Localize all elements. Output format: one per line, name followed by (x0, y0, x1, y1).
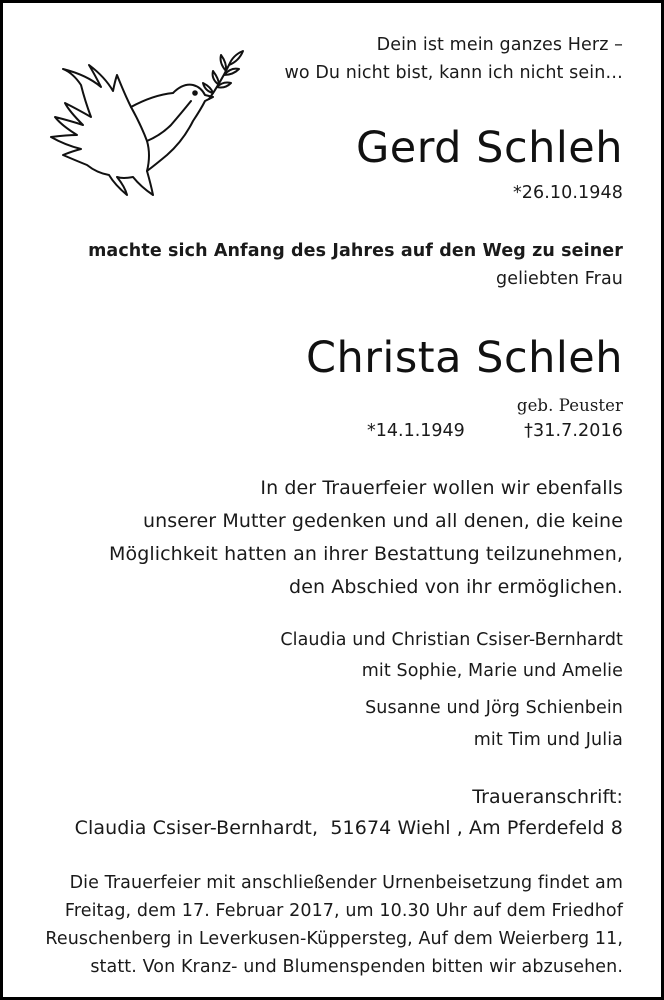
memorial-text-line-3: Möglichkeit hatten an ihrer Bestattung teilzunehmen, (108, 543, 623, 565)
wife-death-date: †31.7.2016 (524, 421, 623, 441)
address-value: Claudia Csiser-Bernhardt, 51674 Wiehl , Am Pferdefeld 8 (74, 817, 623, 839)
memorial-text-line-2: unserer Mutter gedenken und all denen, die keine (142, 510, 623, 532)
wife-maiden-name: geb. Peuster (516, 396, 623, 415)
funeral-info-line-4: statt. Von Kranz- und Blumenspenden bitten wir abzusehen. (90, 957, 623, 977)
deceased-birth-date: *26.10.1948 (512, 183, 623, 203)
motto-line-1: Dein ist mein ganzes Herz – (376, 35, 623, 55)
dove-with-olive-branch-icon (43, 45, 248, 215)
family-line-4: mit Tim und Julia (473, 730, 623, 750)
memorial-text-line-4: den Abschied von ihr ermöglichen. (289, 576, 623, 598)
family-line-1: Claudia und Christian Csiser-Bernhardt (280, 630, 623, 650)
wife-name: Christa Schleh (305, 333, 623, 383)
family-line-2: mit Sophie, Marie und Amelie (361, 661, 623, 681)
statement-line-1: machte sich Anfang des Jahres auf den Weg zu seiner (88, 241, 623, 261)
memorial-text-line-1: In der Trauerfeier wollen wir ebenfalls (260, 477, 623, 499)
motto-line-2: wo Du nicht bist, kann ich nicht sein… (284, 63, 623, 83)
funeral-info-line-1: Die Trauerfeier mit anschließender Urnenbeisetzung findet am (69, 873, 623, 893)
deceased-name: Gerd Schleh (355, 123, 623, 173)
family-line-3: Susanne und Jörg Schienbein (365, 698, 623, 718)
address-label: Traueranschrift: (472, 786, 623, 808)
funeral-info-line-2: Freitag, dem 17. Februar 2017, um 10.30 Uhr auf dem Friedhof (64, 901, 623, 921)
funeral-info-line-3: Reuschenberg in Leverkusen-Küppersteg, Auf dem Weierberg 11, (45, 929, 623, 949)
statement-line-2: geliebten Frau (496, 269, 623, 289)
wife-birth-date: *14.1.1949 (367, 421, 465, 441)
